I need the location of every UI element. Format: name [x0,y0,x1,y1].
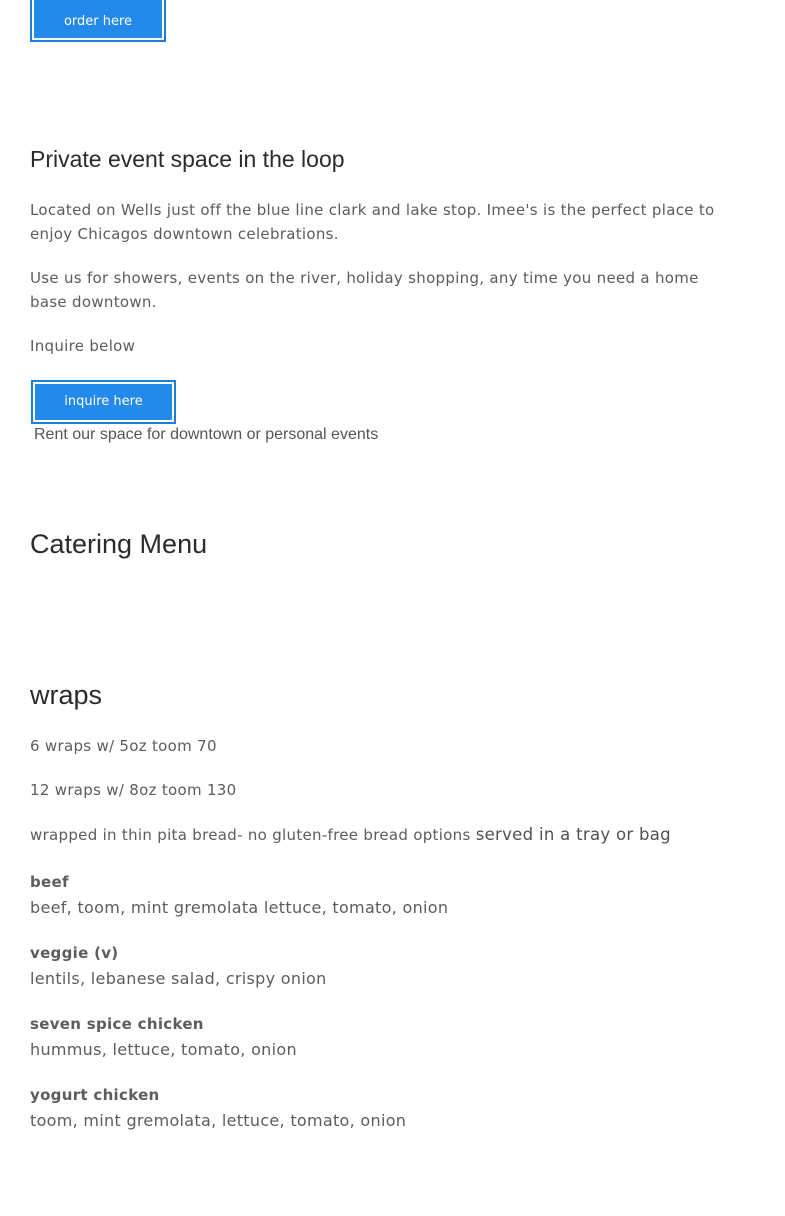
wraps-notes [30,823,770,847]
menu-item-name: beef [30,873,69,891]
private-event-title: Private event space in the loop [30,146,345,172]
inquire-prompt: Inquire below [30,337,136,355]
rent-space-caption: Rent our space for downtown or personal events [34,426,379,443]
inquire-here-button[interactable]: inquire here [35,384,172,420]
private-event-description: Located on Wells just off the blue line clark and lake stop. Imee's is the perfect place to enjoy Chicagos downtown celebrations. [30,201,715,243]
inquire-button-frame [31,380,176,424]
menu-item-ingredients: toom, mint gremolata, lettuce, tomato, onion [30,1111,407,1130]
menu-item-name: seven spice chicken [30,1015,204,1033]
wraps-title: wraps [30,680,103,710]
wraps-price-6: 6 wraps w/ 5oz toom 70 [30,737,217,755]
wraps-price-12: 12 wraps w/ 8oz toom 130 [30,781,237,799]
tray-note: served in a tray or bag [475,825,671,844]
menu-item [30,869,730,921]
private-event-uses: Use us for showers, events on the river, holiday shopping, any time you need a home base downtown. [30,269,699,311]
menu-item [30,1011,730,1063]
menu-item-name: veggie (v) [30,944,119,962]
order-here-button[interactable]: order here [34,0,162,38]
catering-menu-title: Catering Menu [30,529,208,559]
menu-item [30,940,730,992]
menu-item-ingredients: lentils, lebanese salad, crispy onion [30,969,327,988]
bread-note: wrapped in thin pita bread- no gluten-free bread options [30,826,471,844]
menu-item [30,1082,730,1134]
menu-item-name: yogurt chicken [30,1086,160,1104]
menu-item-ingredients: hummus, lettuce, tomato, onion [30,1040,297,1059]
menu-item-ingredients: beef, toom, mint gremolata lettuce, tomato, onion [30,898,449,917]
order-button-frame [30,0,166,42]
